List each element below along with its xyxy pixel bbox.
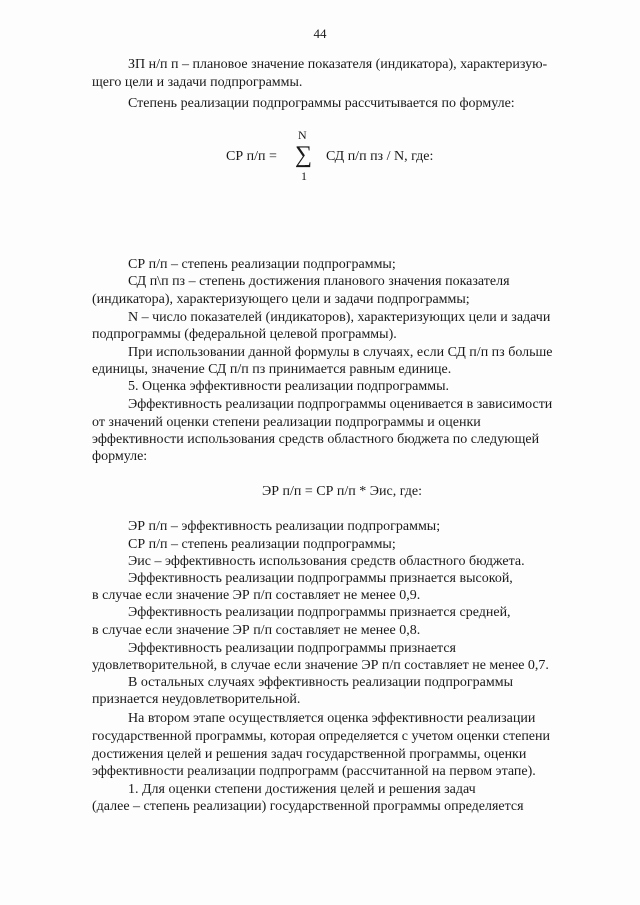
sigma-symbol: ∑ (295, 142, 313, 168)
text-line: Эффективность реализации подпрограммы признается (128, 641, 456, 656)
text-line: Эффективность реализации подпрограммы оценивается в зависимости (128, 397, 553, 412)
text-line: признается неудовлетворительной. (92, 692, 301, 707)
text-line: эффективности использования средств областного бюджета по следующей (92, 432, 540, 447)
text-line: При использовании данной формулы в случаях, если СД п/п пз больше (128, 345, 553, 360)
text-line: 1. Для оценки степени достижения целей и решения задач (128, 782, 476, 797)
section-heading: 5. Оценка эффективности реализации подпрограммы. (128, 379, 450, 394)
text-line: ЗП н/п п – плановое значение показателя (индикатора), характеризую- (128, 57, 548, 72)
sum-lower-limit: 1 (301, 169, 307, 183)
text-line: эффективности реализации подпрограмм (рассчитанной на первом этапе). (92, 764, 536, 779)
text-line: ЭР п/п – эффективность реализации подпрограммы; (128, 519, 441, 534)
text-line: подпрограммы (федеральной целевой программы). (92, 327, 397, 342)
text-line: в случае если значение ЭР п/п составляет не менее 0,9. (92, 588, 421, 603)
page-number: 44 (313, 26, 327, 41)
formula-efficiency: ЭР п/п = СР п/п * Эис, где: (262, 484, 423, 499)
text-line: СР п/п – степень реализации подпрограммы; (128, 257, 396, 272)
text-line: Эффективность реализации подпрограммы признается высокой, (128, 571, 513, 586)
sum-upper-limit: N (298, 128, 307, 142)
text-line: На втором этапе осуществляется оценка эффективности реализации (128, 711, 536, 726)
text-line: единицы, значение СД п/п пз принимается равным единице. (92, 362, 452, 377)
formula-rhs: СД п/п пз / N, где: (326, 149, 434, 164)
text-line: СР п/п – степень реализации подпрограммы; (128, 537, 396, 552)
text-line: Эффективность реализации подпрограммы признается средней, (128, 605, 511, 620)
text-line: (далее – степень реализации) государственной программы определяется (92, 799, 524, 814)
text-line: Эис – эффективность использования средств областного бюджета. (128, 554, 525, 569)
text-line: СД п\п пз – степень достижения планового значения показателя (128, 274, 510, 289)
text-line: от значений оценки степени реализации подпрограммы и оценки (92, 415, 481, 430)
text-line: щего цели и задачи подпрограммы. (92, 75, 303, 90)
text-line: формуле: (92, 449, 148, 464)
text-line: N – число показателей (индикаторов), характеризующих цели и задачи (128, 310, 551, 325)
formula-lhs: СР п/п = (226, 149, 277, 164)
text-line: удовлетворительной, в случае если значение ЭР п/п составляет не менее 0,7. (92, 658, 549, 673)
text-line: (индикатора), характеризующего цели и задачи подпрограммы; (92, 292, 470, 307)
text-line: В остальных случаях эффективность реализации подпрограммы (128, 675, 513, 690)
text-line: Степень реализации подпрограммы рассчитывается по формуле: (128, 96, 515, 111)
text-line: в случае если значение ЭР п/п составляет не менее 0,8. (92, 623, 421, 638)
text-line: достижения целей и решения задач государственной программы, оценки (92, 747, 527, 762)
text-line: государственной программы, которая определяется с учетом оценки степени (92, 729, 551, 744)
